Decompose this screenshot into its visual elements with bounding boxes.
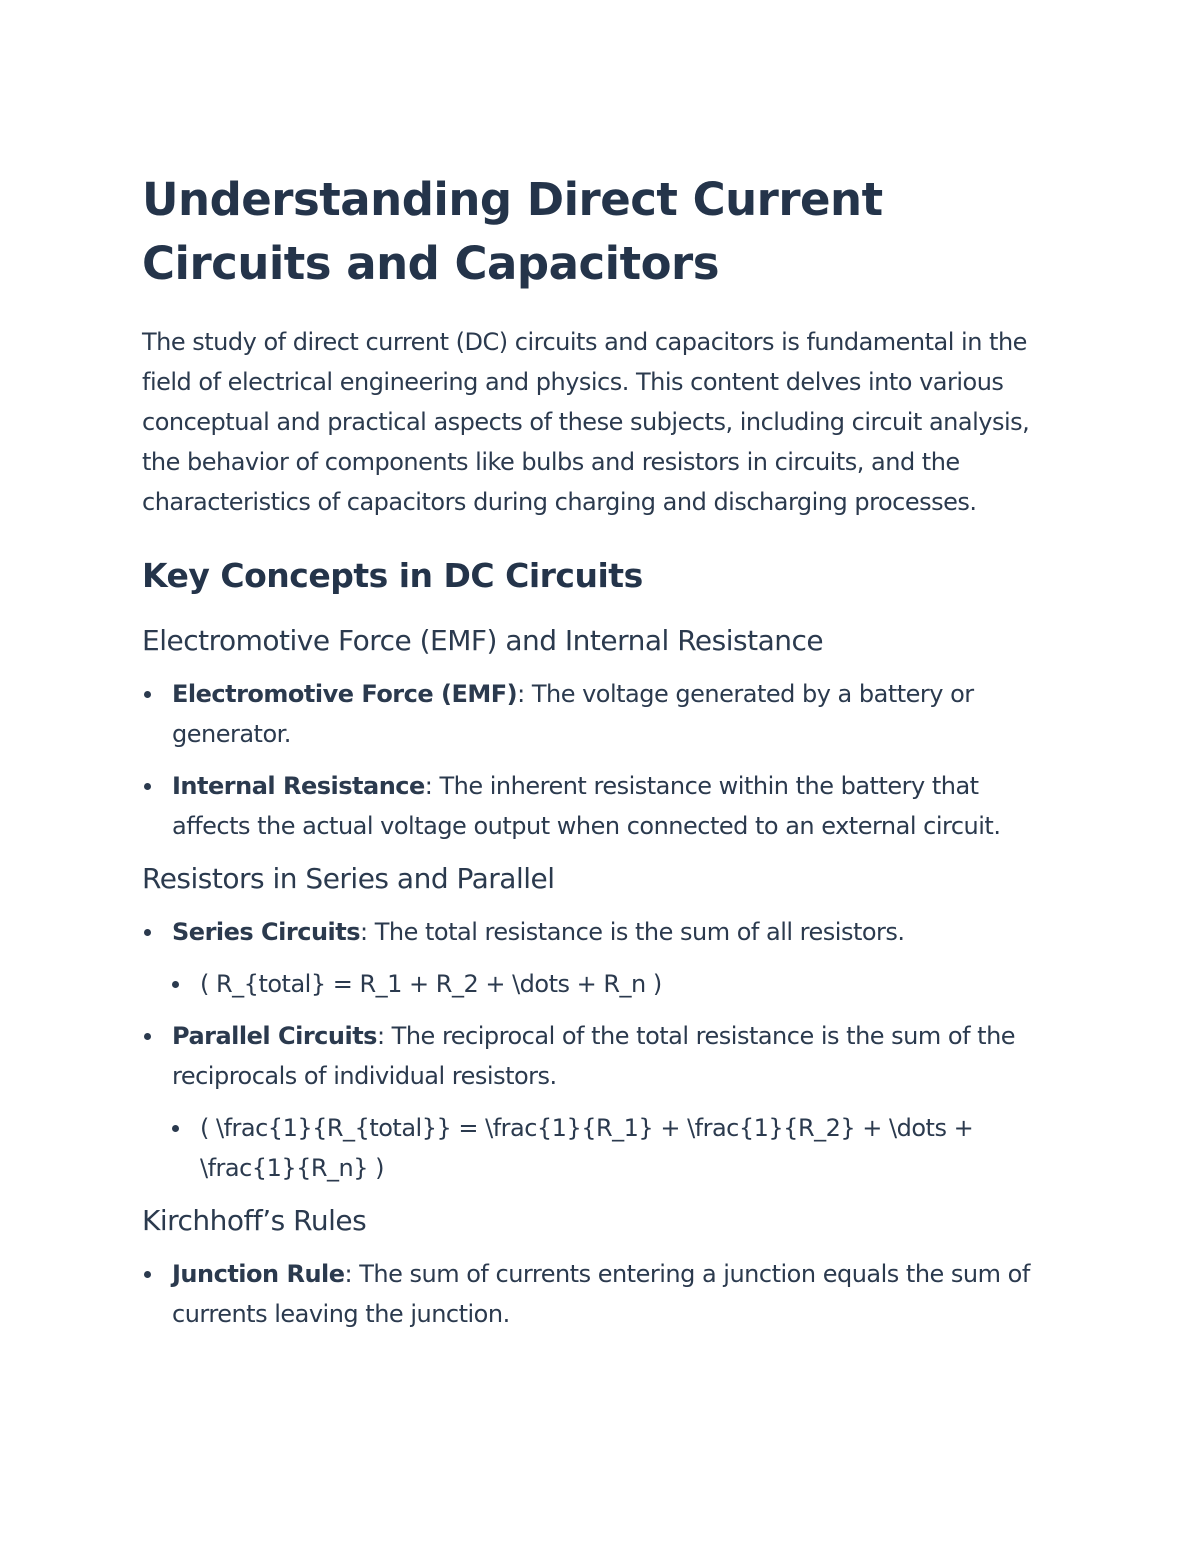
formula-item: [170, 964, 1062, 1004]
list-item-text: : The voltage generated by a battery or generator.: [172, 680, 974, 748]
intro-paragraph: The study of direct current (DC) circuits and capacitors is fundamental in the field of electrical engineering and physics. This content delves into various conceptual and practical aspects of these subjects, including circuit analysis, the behavior of components like bulbs and resistors in circuits, and the characteristics of capacitors during charging and discharging processes.: [142, 328, 1030, 516]
formula-item: [170, 1108, 1062, 1188]
formula-text: ( \frac{1}{R_{total}} = \frac{1}{R_1} + \frac{1}{R_2} + \dots + \frac{1}{R_n} ): [200, 1114, 974, 1182]
list-item: [142, 766, 1062, 846]
list-item-text: : The total resistance is the sum of all resistors.: [360, 918, 905, 946]
list-item: [142, 912, 1062, 952]
page-title: Understanding Direct Current Circuits and Capacitors: [142, 173, 883, 290]
list-item-term: Junction Rule: [172, 1260, 345, 1288]
formula-text: ( R_{total} = R_1 + R_2 + \dots + R_n ): [200, 970, 662, 998]
list-item: [142, 674, 1062, 754]
kirchhoff-list: [142, 1254, 1062, 1334]
subsection-heading-emf: Electromotive Force (EMF) and Internal Resistance: [142, 624, 824, 657]
resistors-list: [142, 912, 1062, 1188]
subsection-heading-kirchhoff: Kirchhoff’s Rules: [142, 1204, 367, 1237]
subsection-heading-resistors: Resistors in Series and Parallel: [142, 862, 555, 895]
list-item-term: Internal Resistance: [172, 772, 425, 800]
list-item: [142, 1016, 1062, 1096]
list-item-text: : The inherent resistance within the battery that affects the actual voltage output when connected to an external circuit.: [172, 772, 1001, 840]
emf-list: [142, 674, 1062, 846]
section-heading: Key Concepts in DC Circuits: [142, 556, 643, 595]
list-item-text: : The sum of currents entering a junction equals the sum of currents leaving the junction.: [172, 1260, 1030, 1328]
list-item-term: Parallel Circuits: [172, 1022, 377, 1050]
list-item-term: Series Circuits: [172, 918, 361, 946]
list-item: [142, 1254, 1062, 1334]
list-item-term: Electromotive Force (EMF): [172, 680, 518, 708]
list-item-text: : The reciprocal of the total resistance is the sum of the reciprocals of individual resistors.: [172, 1022, 1016, 1090]
document-page: [142, 168, 1062, 1346]
